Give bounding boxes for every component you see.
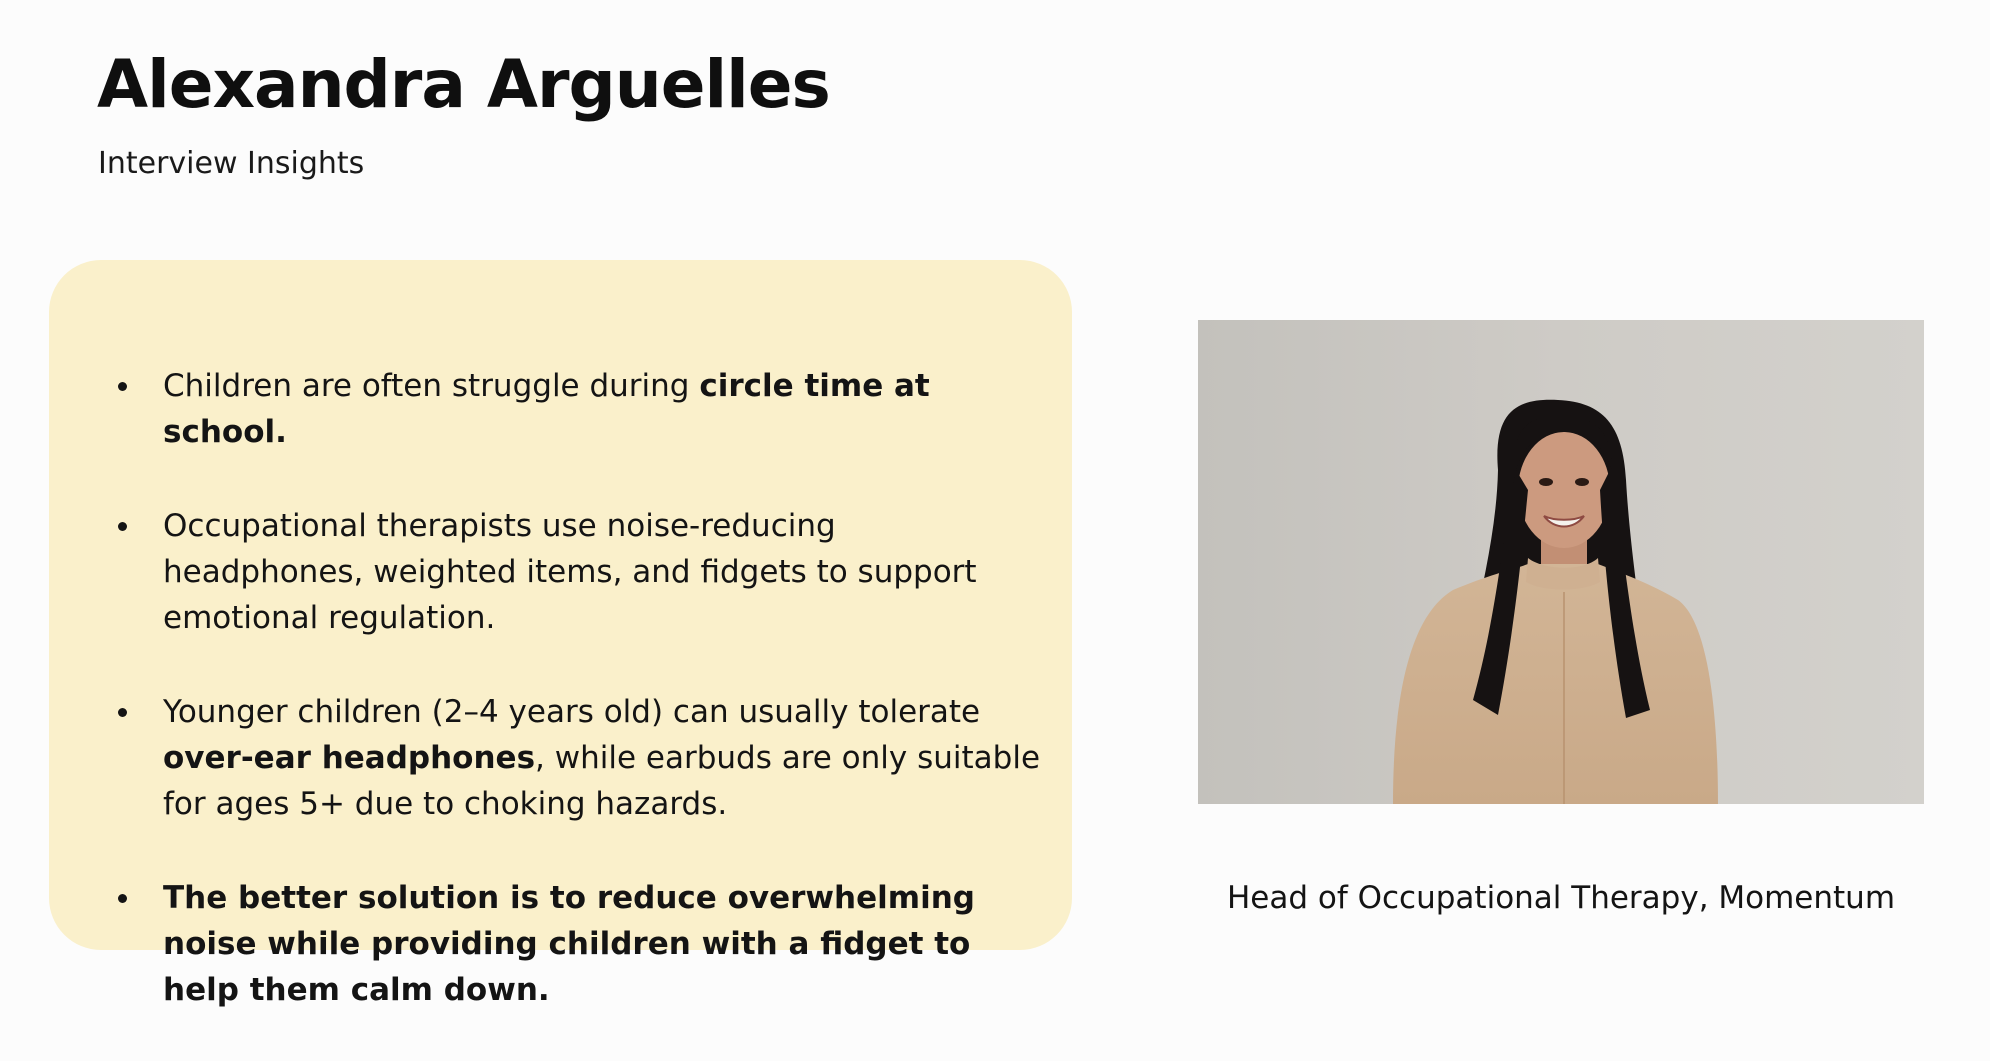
left-eye <box>1539 478 1553 486</box>
page-subtitle: Interview Insights <box>98 146 365 181</box>
insight-text: , while earbuds are only suitable for ages 5+ due to choking hazards. <box>163 740 1041 822</box>
insight-text: The better solution is to reduce overwhelming noise while providing children with a fidget to help them calm down. <box>163 880 975 1008</box>
insight-emphasis: over-ear headphones <box>163 740 536 776</box>
portrait-illustration <box>1198 320 1924 804</box>
insight-item <box>114 689 1044 827</box>
insight-text: Children are often struggle during <box>163 368 700 404</box>
photo-caption: Head of Occupational Therapy, Momentum <box>1226 880 1896 916</box>
right-eye <box>1575 478 1589 486</box>
insights-list <box>114 363 1044 1061</box>
sweater <box>1393 564 1718 804</box>
insight-emphasis: circle time at school. <box>163 368 930 450</box>
page-title: Alexandra Arguelles <box>97 46 830 123</box>
insight-text: Occupational therapists use noise-reducing headphones, weighted items, and fidgets to support emotional regulation. <box>163 508 977 636</box>
insights-card <box>49 260 1072 1008</box>
interviewee-photo <box>1198 320 1924 804</box>
insight-item <box>114 503 1044 641</box>
insight-text: Younger children (2–4 years old) can usually tolerate <box>163 694 981 730</box>
insight-item-key-solution <box>114 875 1044 1013</box>
face <box>1518 432 1610 548</box>
insight-item <box>114 363 1044 455</box>
